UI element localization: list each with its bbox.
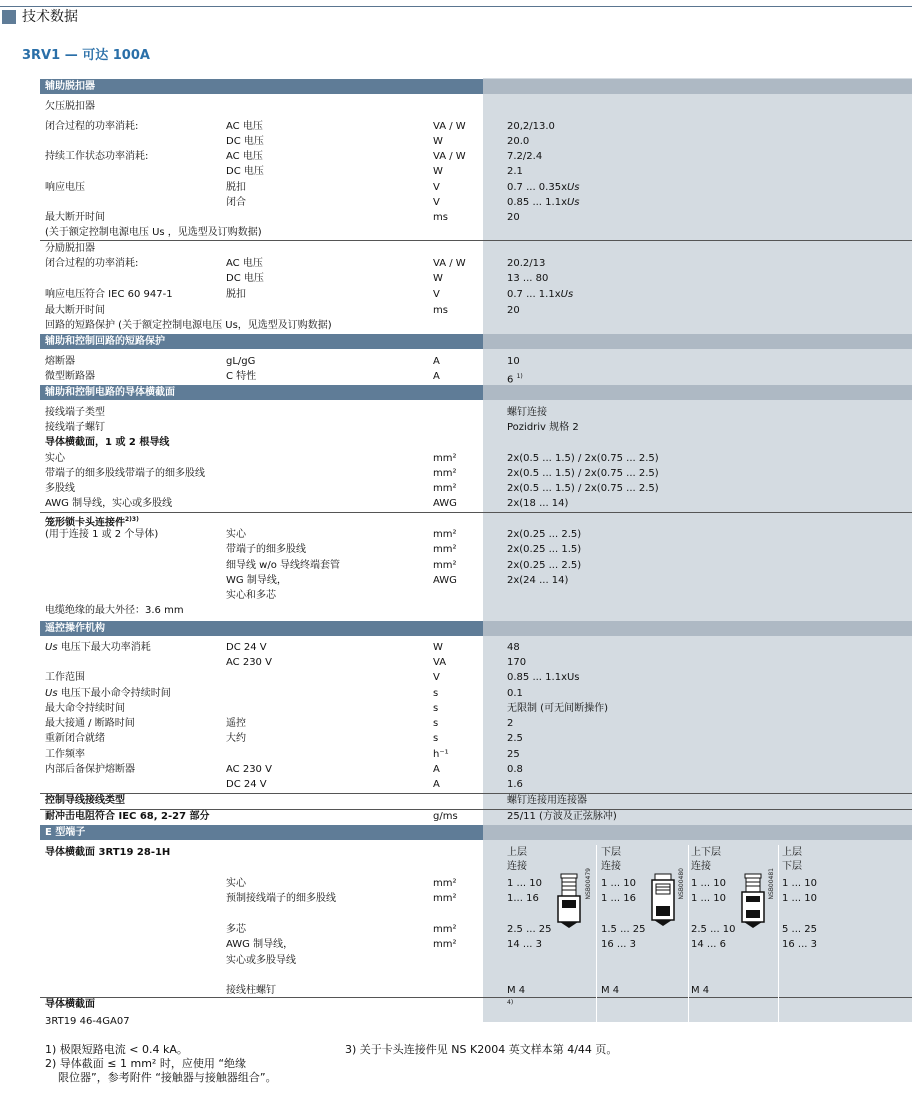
shunt-title: 分励脱扣器 (45, 243, 95, 254)
row-unit: V (433, 672, 440, 683)
top-rule (0, 6, 912, 7)
col-header: 上下层 (691, 847, 721, 858)
section-bar-extension (483, 334, 912, 349)
row-value: 2x(0.5 ... 1.5) / 2x(0.75 ... 2.5) (507, 483, 659, 494)
row-value: 25 (507, 749, 520, 760)
column-separator (778, 845, 779, 1022)
row-label: 最大接通 / 断路时间 (45, 718, 135, 729)
row-condition: 闭合 (226, 197, 246, 208)
row-value: 0.85 ... 1.1xUs (507, 672, 580, 683)
row-unit: W (433, 273, 443, 284)
row-divider (40, 793, 912, 794)
row-value: 0.7 ... 1.1xUs (507, 289, 574, 300)
row-label: 带端子的细多股线带端子的细多股线 (45, 468, 205, 479)
footnote-3: 3) 关于卡头连接件见 NS K2004 英文样本第 4/44 页。 (345, 1043, 618, 1056)
row-condition: DC 24 V (226, 779, 267, 790)
row-value: 2 (507, 718, 514, 729)
row-divider (40, 997, 912, 998)
section-remote: 遥控操作机构 (40, 621, 483, 636)
row-value: 0.1 (507, 688, 523, 699)
cell-value: 2.5 ... 10 (691, 924, 736, 935)
col-header: 下层 (782, 861, 802, 872)
row-value: 20 (507, 305, 520, 316)
row-unit: AWG (433, 575, 457, 586)
row-condition: AWG 制导线， (226, 939, 294, 950)
row-unit: ms (433, 212, 448, 223)
row-condition: 实心 (226, 529, 246, 540)
section-bar-extension (483, 621, 912, 636)
row-value: 0.8 (507, 764, 523, 775)
row-value: 7.2/2.4 (507, 151, 543, 162)
product-subtitle: 3RV1 — 可达 100A (22, 48, 150, 63)
row-unit: A (433, 779, 440, 790)
cell-value: 1 ... 10 (507, 878, 542, 889)
row-label: 闭合过程的功率消耗: (45, 258, 139, 269)
row-label: Us 电压下最小命令持续时间 (45, 688, 171, 699)
cell-value: M 4 (507, 985, 526, 996)
row-unit: mm² (433, 468, 457, 479)
row-unit: ms (433, 305, 448, 316)
terminal-lower-icon (650, 872, 676, 930)
cell-value: 1 ... 10 (601, 878, 636, 889)
cell-value: 1 ... 10 (691, 893, 726, 904)
row-value: 2.1 (507, 166, 523, 177)
page-title: 技术数据 (22, 9, 78, 25)
col-header: 连接 (691, 861, 711, 872)
row-value: 0.85 ... 1.1xUs (507, 197, 580, 208)
row-condition: DC 电压 (226, 166, 264, 177)
row-unit: mm² (433, 893, 457, 904)
row-condition: AC 电压 (226, 151, 263, 162)
bottom-title: 导体横截面 (45, 999, 95, 1010)
row-unit: mm² (433, 544, 457, 555)
row-value: 6 $^{1)}$ (507, 373, 523, 386)
row-divider (40, 512, 912, 513)
row-unit: V (433, 182, 440, 193)
row-condition: DC 电压 (226, 273, 264, 284)
header-square-icon (2, 10, 16, 24)
row-value: 2x(0.25 ... 1.5) (507, 544, 582, 555)
row-unit: W (433, 642, 443, 653)
row-label: 工作频率 (45, 749, 85, 760)
cell-value: M 4 (601, 985, 620, 996)
row-unit: s (433, 703, 439, 714)
cell-value: 1 ... 10 (782, 893, 817, 904)
section-e-terminal: E 型端子 (40, 825, 483, 840)
row-unit: VA (433, 657, 447, 668)
row-condition: 预制接线端子的细多股线 (226, 893, 336, 904)
bottom-code: 3RT19 46-4GA07 (45, 1016, 130, 1027)
section-bar-extension (483, 825, 912, 840)
row-unit: VA / W (433, 258, 466, 269)
row-condition: 大约 (226, 733, 246, 744)
footnote-ref: 4) (507, 999, 514, 1006)
row-value: 2x(0.25 ... 2.5) (507, 560, 582, 571)
row-label: 最大断开时间 (45, 305, 105, 316)
row-value: 2x(0.25 ... 2.5) (507, 529, 582, 540)
row-unit: V (433, 197, 440, 208)
footnote-2-cont: 限位器”，参考附件 “接触器与接触器组合”。 (58, 1071, 277, 1084)
subsection-title: 笼形锁卡头连接件$^{2)3)}$ (45, 516, 139, 529)
cell-value: 16 ... 3 (601, 939, 636, 950)
row-unit: A (433, 371, 440, 382)
row-unit: mm² (433, 878, 457, 889)
row-condition: 细导线 w/o 导线终端套管 (226, 560, 341, 571)
row-value: 13 ... 80 (507, 273, 549, 284)
col-header: 连接 (507, 861, 527, 872)
figure-code: NSB00480 (678, 868, 685, 900)
row-label: 接线端子类型 (45, 407, 105, 418)
undervoltage-title: 欠压脱扣器 (45, 101, 95, 112)
row-value: 2x(0.5 ... 1.5) / 2x(0.75 ... 2.5) (507, 453, 659, 464)
footnote-1: 1) 极限短路电流 < 0.4 kA。 (45, 1043, 188, 1056)
cell-value: 1 ... 10 (782, 878, 817, 889)
row-value: 0.7 ... 0.35xUs (507, 182, 580, 193)
row-condition: AC 电压 (226, 258, 263, 269)
row-label: 实心 (45, 453, 65, 464)
row-unit: W (433, 166, 443, 177)
row-condition: 接线柱螺钉 (226, 985, 276, 996)
row-unit: s (433, 718, 439, 729)
row-unit: s (433, 733, 439, 744)
footnote-2: 2) 导体截面 ≤ 1 mm² 时，应使用 “绝缘 (45, 1057, 247, 1070)
row-unit: VA / W (433, 151, 466, 162)
cell-value: M 4 (691, 985, 710, 996)
cell-value: 1... 16 (507, 893, 539, 904)
row-value: 无限制 (可无间断操作) (507, 703, 608, 714)
row-condition: 实心或多股导线 (226, 955, 296, 966)
row-unit: s (433, 688, 439, 699)
row-value: 螺钉连接 (507, 407, 547, 418)
row-condition: 实心和多芯 (226, 590, 276, 601)
section-short-circuit: 辅助和控制回路的短路保护 (40, 334, 483, 349)
row-condition: AC 230 V (226, 764, 272, 775)
row-value: 10 (507, 356, 520, 367)
row-label: AWG 制导线，实心或多股线 (45, 498, 173, 509)
col-header: 连接 (601, 861, 621, 872)
col-header: 上层 (507, 847, 527, 858)
row-condition: AC 电压 (226, 121, 263, 132)
row-value: 20 (507, 212, 520, 223)
row-unit: mm² (433, 560, 457, 571)
row-condition: WG 制导线， (226, 575, 287, 586)
row-label: 耐冲击电阻符合 IEC 68, 2-27 部分 (45, 811, 210, 822)
row-label: 重新闭合就绪 (45, 733, 105, 744)
row-label: 熔断器 (45, 356, 75, 367)
row-unit: mm² (433, 453, 457, 464)
cell-value: 1 ... 16 (601, 893, 636, 904)
row-note: (关于额定控制电源电压 Us ，见选型及订购数据) (45, 227, 262, 238)
row-value: 螺钉连接用连接器 (507, 795, 587, 806)
row-condition: 带端子的细多股线 (226, 544, 306, 555)
row-label: Us 电压下最大功率消耗 (45, 642, 151, 653)
e-terminal-title: 导体横截面 3RT19 28-1H (45, 847, 171, 858)
row-value: 2.5 (507, 733, 523, 744)
column-separator (688, 845, 689, 1022)
row-unit: VA / W (433, 121, 466, 132)
row-unit: A (433, 764, 440, 775)
row-note: 电缆绝缘的最大外径：3.6 mm (45, 605, 184, 616)
row-value: 2x(24 ... 14) (507, 575, 569, 586)
row-condition: 多芯 (226, 924, 246, 935)
figure-code: NSB00481 (768, 868, 775, 900)
row-value: 2x(0.5 ... 1.5) / 2x(0.75 ... 2.5) (507, 468, 659, 479)
row-value: 20,2/13.0 (507, 121, 555, 132)
row-label: 多股线 (45, 483, 75, 494)
row-label: 闭合过程的功率消耗: (45, 121, 139, 132)
row-label: 内部后备保护熔断器 (45, 764, 135, 775)
row-unit: V (433, 289, 440, 300)
col-header: 下层 (601, 847, 621, 858)
cell-value: 16 ... 3 (782, 939, 817, 950)
terminal-upper-icon (556, 872, 582, 930)
column-separator (596, 845, 597, 1022)
cell-value: 14 ... 3 (507, 939, 542, 950)
row-value: 25/11 (方波及正弦脉冲) (507, 811, 617, 822)
terminal-both-icon (740, 872, 766, 930)
row-value: 2x(18 ... 14) (507, 498, 569, 509)
row-condition: gL/gG (226, 356, 256, 367)
row-value: 48 (507, 642, 520, 653)
row-divider (40, 240, 912, 241)
col-header: 上层 (782, 847, 802, 858)
row-label: 微型断路器 (45, 371, 95, 382)
row-condition: C 特性 (226, 371, 257, 382)
row-condition: 脱扣 (226, 182, 246, 193)
cell-value: 14 ... 6 (691, 939, 726, 950)
row-label: 最大命令持续时间 (45, 703, 125, 714)
cell-value: 1 ... 10 (691, 878, 726, 889)
row-value: 20.0 (507, 136, 530, 147)
figure-code: NSB00479 (585, 868, 592, 900)
row-unit: W (433, 136, 443, 147)
row-note: 回路的短路保护 (关于额定控制电源电压 Us，见选型及订购数据) (45, 320, 332, 331)
row-label: 接线端子螺钉 (45, 422, 105, 433)
row-condition: 遥控 (226, 718, 246, 729)
row-label: 工作范围 (45, 672, 85, 683)
row-condition: 实心 (226, 878, 246, 889)
cell-value: 2.5 ... 25 (507, 924, 552, 935)
row-condition: AC 230 V (226, 657, 272, 668)
row-label: (用于连接 1 或 2 个导体) (45, 529, 159, 540)
row-unit: h⁻¹ (433, 749, 449, 760)
row-condition: DC 24 V (226, 642, 267, 653)
row-label: 控制导线接线类型 (45, 795, 125, 806)
section-bar-extension (483, 385, 912, 400)
row-unit: A (433, 356, 440, 367)
row-unit: mm² (433, 924, 457, 935)
row-condition: DC 电压 (226, 136, 264, 147)
row-unit: mm² (433, 529, 457, 540)
cell-value: 1.5 ... 25 (601, 924, 646, 935)
row-value: Pozidriv 规格 2 (507, 422, 579, 433)
row-value: 1.6 (507, 779, 523, 790)
row-label: 响应电压 (45, 182, 85, 193)
section-bar-extension (483, 79, 912, 94)
cell-value: 5 ... 25 (782, 924, 817, 935)
row-label: 最大断开时间 (45, 212, 105, 223)
row-label: 响应电压符合 IEC 60 947-1 (45, 289, 173, 300)
row-value: 170 (507, 657, 527, 668)
row-unit: mm² (433, 483, 457, 494)
row-unit: mm² (433, 939, 457, 950)
row-unit: AWG (433, 498, 457, 509)
row-divider (40, 809, 912, 810)
row-label: 持续工作状态功率消耗: (45, 151, 149, 162)
subsection-title: 导体横截面，1 或 2 根导线 (45, 437, 170, 448)
row-value: 20.2/13 (507, 258, 546, 269)
row-condition: 脱扣 (226, 289, 246, 300)
row-unit: g/ms (433, 811, 458, 822)
section-aux-release: 辅助脱扣器 (40, 79, 483, 94)
section-cross-section: 辅助和控制电路的导体横截面 (40, 385, 483, 400)
